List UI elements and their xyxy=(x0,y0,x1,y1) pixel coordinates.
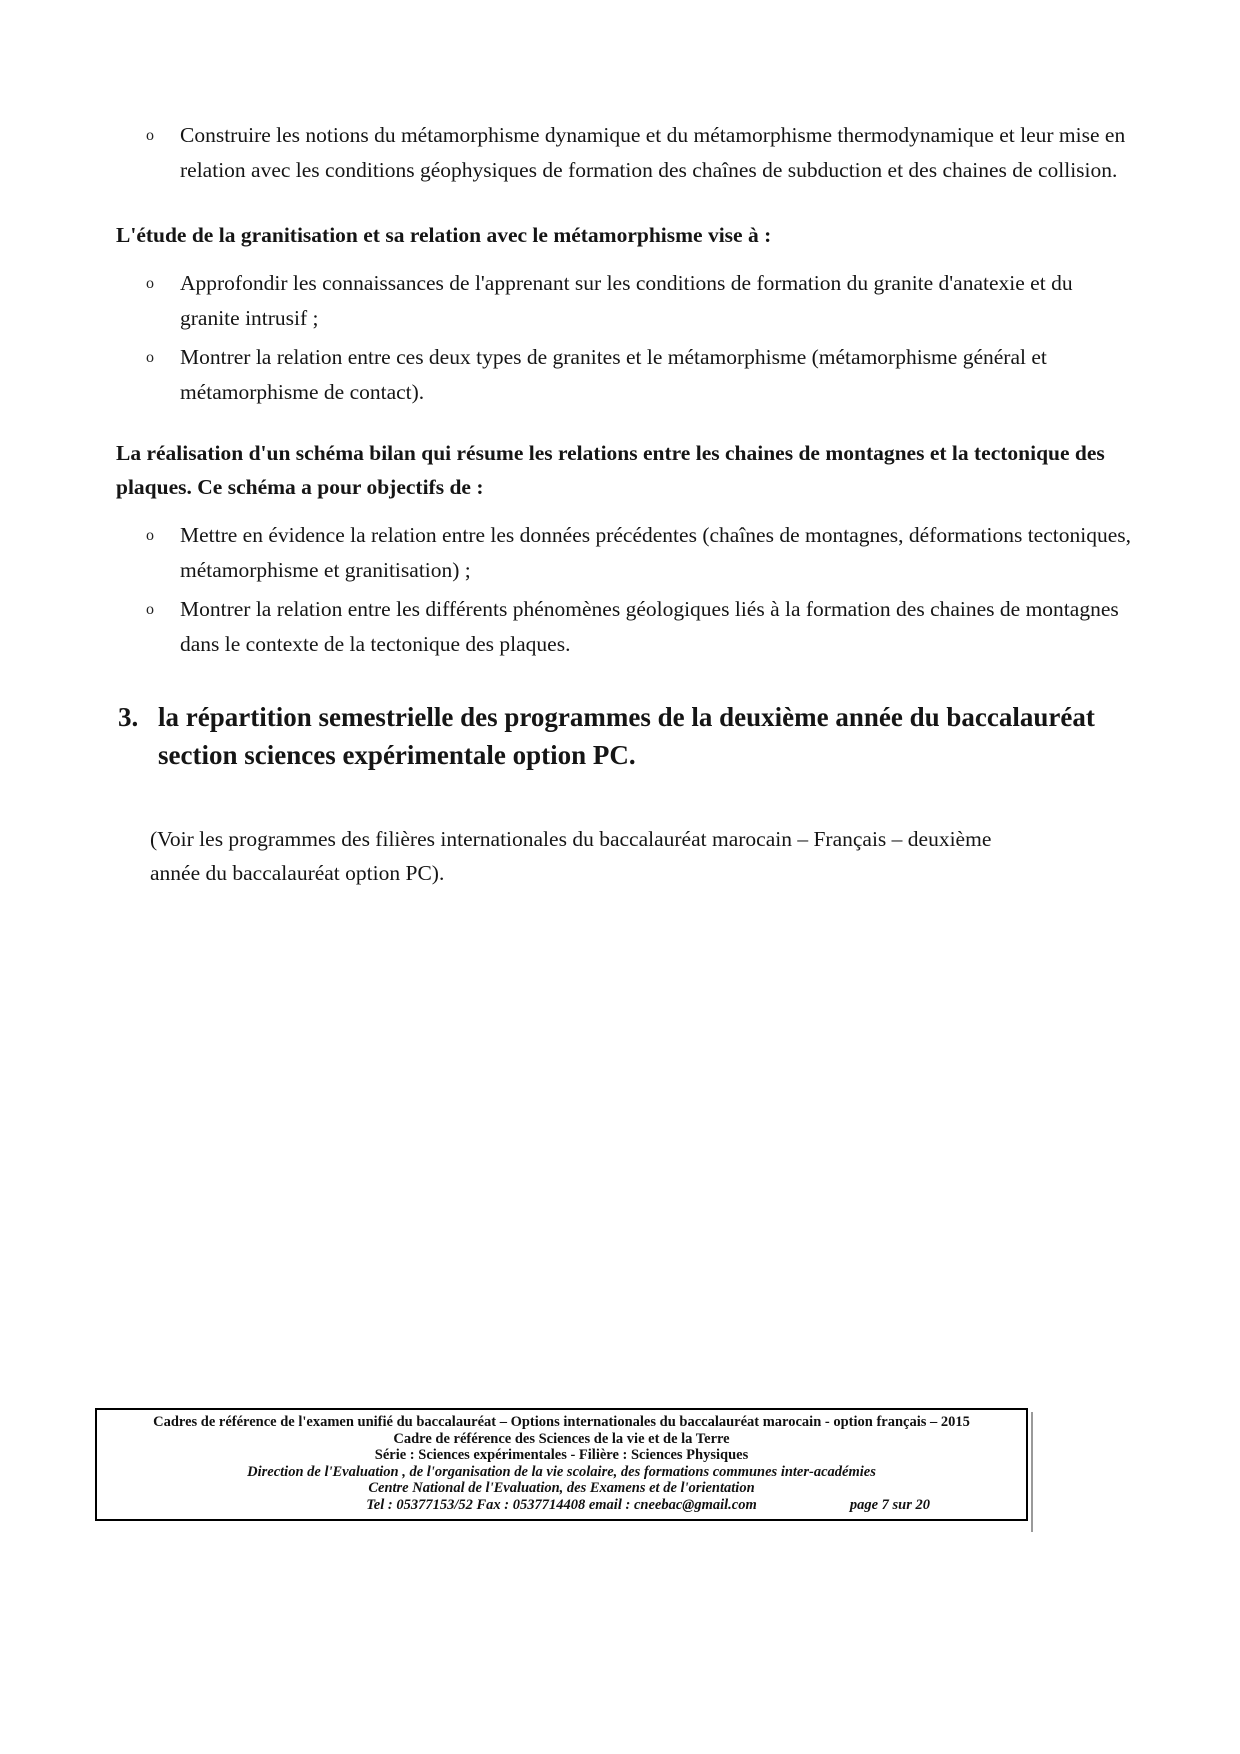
bullet-text: Construire les notions du métamorphisme dynamique et du métamorphisme thermodynamique et leur mise en relation avec les conditions géophysiques de formation des chaînes de subduction et des chaines de collision. xyxy=(180,123,1126,182)
list-item xyxy=(146,118,1135,188)
bullet-text: Montrer la relation entre les différents phénomènes géologiques liés à la formation des chaines de montagnes dans le contexte de la tectonique des plaques. xyxy=(180,597,1119,656)
bullet-marker-icon: o xyxy=(146,601,154,618)
footer-line-2: Cadre de référence des Sciences de la vie et de la Terre xyxy=(393,1430,730,1447)
schema-bullet-list xyxy=(116,518,1135,662)
list-item xyxy=(146,592,1135,662)
list-item xyxy=(146,518,1135,588)
granitisation-bullet-list xyxy=(116,266,1135,410)
footer-contact-line xyxy=(105,1497,1018,1514)
intro-bullet-list xyxy=(116,118,1135,188)
footer-contact: Tel : 05377153/52 Fax : 0537714408 email : cneebac@gmail.com xyxy=(366,1496,757,1513)
footer-line-3: Série : Sciences expérimentales - Filière : Sciences Physiques xyxy=(374,1447,749,1463)
footer-line-5: Centre National de l'Evaluation, des Examens et de l'orientation xyxy=(368,1480,755,1496)
footer-line-1: Cadres de référence de l'examen unifié du baccalauréat – Options internationales du baccalauréat marocain - option français – 2015 xyxy=(153,1414,970,1430)
list-item xyxy=(146,340,1135,410)
heading-granitisation: L'étude de la granitisation et sa relation avec le métamorphisme vise à : xyxy=(116,223,772,247)
bullet-marker-icon: o xyxy=(146,349,154,366)
footer-page-number: page 7 sur 20 xyxy=(849,1496,930,1513)
scan-artifact-line xyxy=(1031,1412,1033,1532)
bullet-text: Approfondir les connaissances de l'apprenant sur les conditions de formation du granite d'anatexie et du granite intrusif ; xyxy=(180,271,1073,330)
bullet-marker-icon: o xyxy=(146,275,154,292)
section-3-text: la répartition semestrielle des programmes de la deuxième année du baccalauréat section sciences expérimentale option PC. xyxy=(158,702,1095,770)
list-item xyxy=(146,266,1135,336)
bullet-text: Mettre en évidence la relation entre les données précédentes (chaînes de montagnes, déformations tectoniques, métamorphisme et granitisation) ; xyxy=(180,523,1131,582)
bullet-text: Montrer la relation entre ces deux types de granites et le métamorphisme (métamorphisme général et métamorphisme de contact). xyxy=(180,345,1047,404)
heading-schema-bilan: La réalisation d'un schéma bilan qui résume les relations entre les chaines de montagnes et la tectonique des plaques. Ce schéma a pour objectifs de : xyxy=(116,441,1105,499)
footer-reference-box xyxy=(95,1408,1028,1521)
bullet-marker-icon: o xyxy=(146,127,154,144)
bullet-marker-icon: o xyxy=(146,527,154,544)
section-3-number: 3. xyxy=(118,702,139,732)
footer-line-4: Direction de l'Evaluation , de l'organisation de la vie scolaire, des formations communes inter-académies xyxy=(247,1463,876,1480)
section-3-note: (Voir les programmes des filières internationales du baccalauréat marocain – Français – deuxième année du baccalauréat option PC). xyxy=(150,827,992,885)
section-3-title xyxy=(118,698,1135,774)
